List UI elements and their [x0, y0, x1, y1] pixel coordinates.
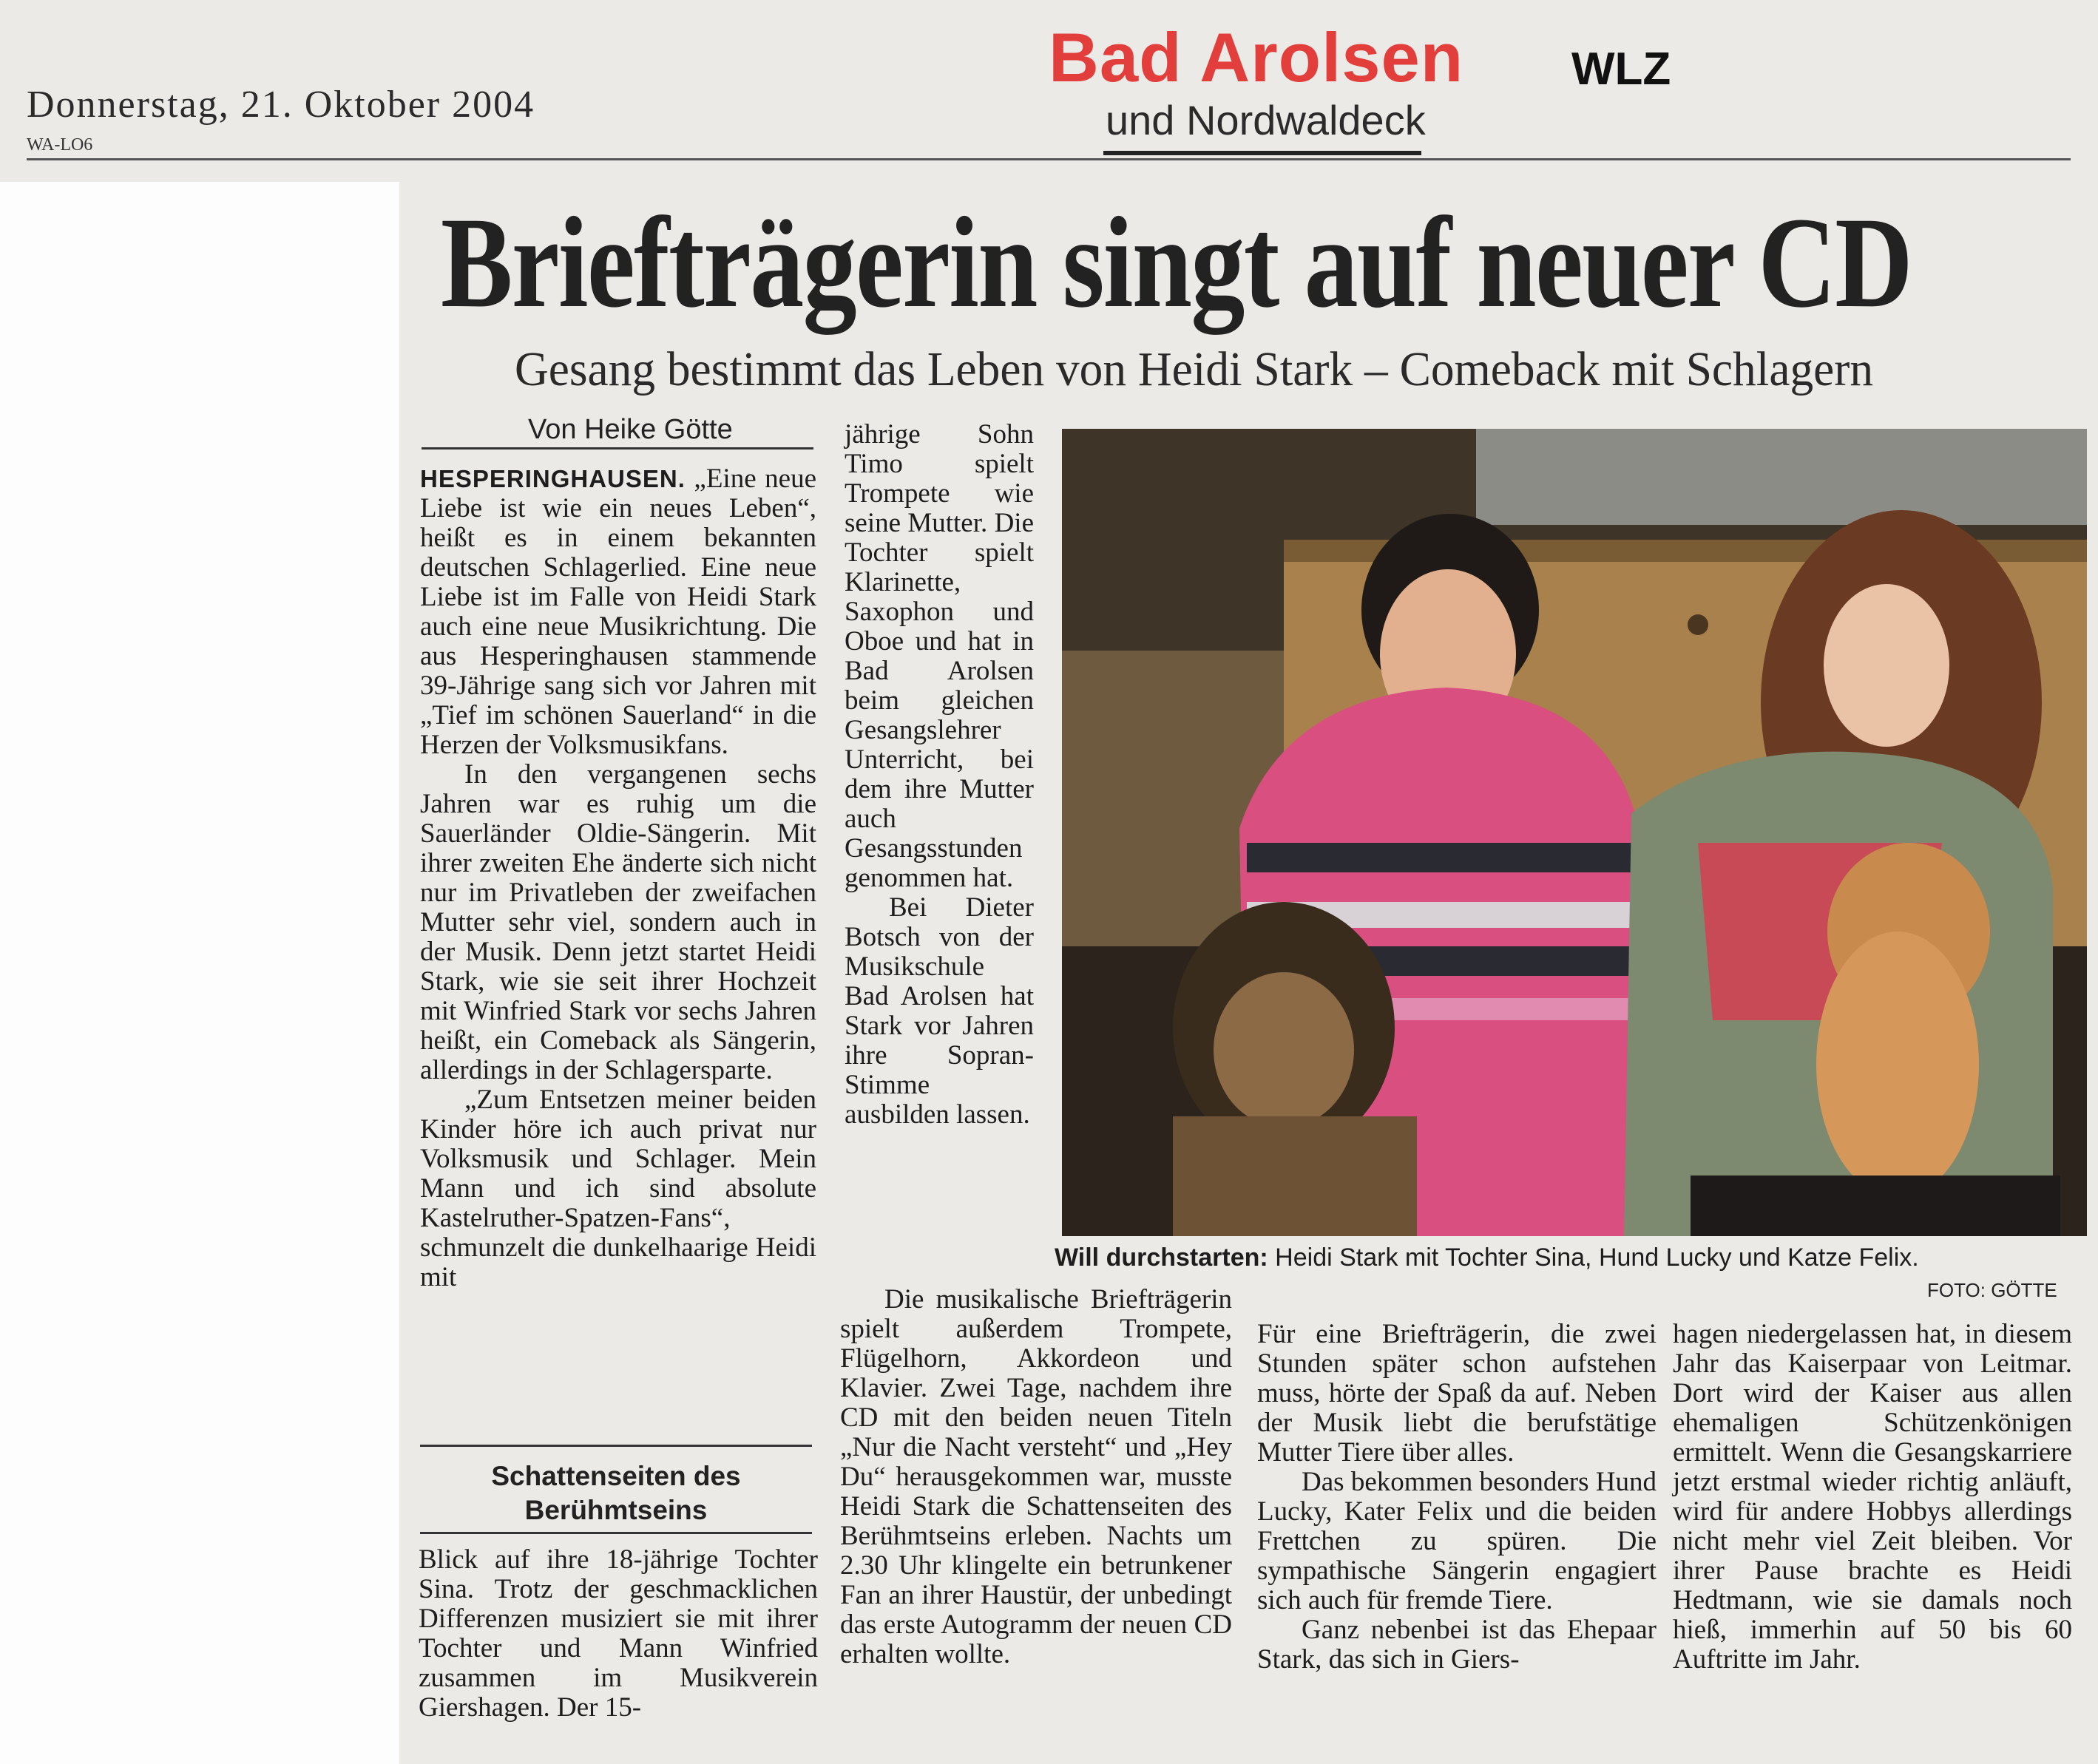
photo-illustration [1062, 429, 2087, 1236]
section-heading: Schattenseiten des Berühmtseins [491, 1461, 741, 1525]
byline: Von Heike Götte [528, 414, 733, 445]
section-subtitle-rule [1103, 151, 1421, 155]
paragraph: jährige Sohn Timo spielt Trompete wie seine Mutter. Die Tochter spielt Klarinette, Saxophon und Oboe und hat in Bad Arolsen beim gleichen Gesangslehrer Unterricht, bei dem ihre Mutter auch Gesangsstunden genommen hat. [845, 419, 1034, 893]
dateline: HESPERINGHAUSEN. [420, 465, 686, 492]
paragraph: In den vergangenen sechs Jahren war es ruhig um die Sauerländer Oldie-Sängerin. Mit ihrer zweiten Ehe änderte sich nicht nur im Privatleben der zweifachen Mutter sehr viel, sondern auch in der Musik. Denn jetzt startet Heidi Stark, wie sie seit ihrer Hochzeit mit Winfried Stark vor sechs Jahren heißt, ein Comeback als Sängerin, allerdings in der Schlagersparte. [420, 759, 816, 1085]
byline-rule [422, 447, 813, 450]
edition-code: WA-LO6 [27, 135, 93, 155]
paragraph [420, 464, 816, 760]
article-photo [1062, 429, 2087, 1236]
section-subtitle: und Nordwaldeck [1106, 97, 1426, 143]
section-rule-bottom [420, 1532, 812, 1534]
paragraph: hagen niedergelassen hat, in diesem Jahr das Kaiserpaar von Leitmar. Dort wird der Kaiser aus allen ehemaligen Schützenkönigen ermittelt. Wenn die Gesangskarriere jetzt erstmal wieder richtig anläuft, wird für andere Hobbys allerdings nicht mehr viel Zeit bleiben. Vor ihrer Pause brachte es Heidi Hedtmann, wie sie damals noch hieß, immerhin auf 50 bis 60 Auftritte im Jahr. [1673, 1319, 2072, 1675]
article-column-4 [1673, 1320, 2072, 1675]
headline: Briefträgerin singt auf neuer CD [441, 191, 1912, 335]
photo-credit: FOTO: GÖTTE [1927, 1279, 2057, 1301]
paper-name: WLZ [1571, 44, 1671, 95]
paragraph: Für eine Briefträgerin, die zwei Stunden später schon aufstehen muss, hörte der Spaß da auf. Neben der Musik liebt die berufstätige Mutter Tiere über alles. [1257, 1319, 1657, 1468]
subheadline: Gesang bestimmt das Leben von Heidi Stark – Comeback mit Schlagern [515, 342, 1874, 396]
article-column-1 [420, 464, 816, 1292]
section-title: Bad Arolsen [1049, 18, 1464, 96]
article-column-3 [1257, 1320, 1657, 1675]
article-column-2-continued [840, 1285, 1232, 1669]
issue-date: Donnerstag, 21. Oktober 2004 [27, 84, 535, 126]
paragraph: Die musikalische Briefträgerin spielt außerdem Trompete, Flügelhorn, Akkordeon und Klavier. Zwei Tage, nachdem ihre CD mit den beiden neuen Titeln „Nur die Nacht versteht“ und „Hey Du“ herausgekommen war, musste Heidi Stark die Schattenseiten des Berühmtseins erleben. Nachts um 2.30 Uhr klingelte ein betrunkener Fan an ihrer Haustür, der unbedingt das erste Autogramm der neuen CD erhalten wollte. [840, 1284, 1232, 1669]
article-column-1-continued [419, 1545, 818, 1723]
blank-margin [0, 182, 399, 1764]
caption-text: Heidi Stark mit Tochter Sina, Hund Lucky und Katze Felix. [1275, 1244, 1919, 1272]
section-rule-top [420, 1445, 812, 1447]
paragraph: Ganz nebenbei ist das Ehepaar Stark, das sich in Giers- [1257, 1615, 1657, 1675]
article-column-2 [845, 420, 1034, 1130]
paragraph: Bei Dieter Botsch von der Musikschule Bad Arolsen hat Stark vor Jahren ihre Sopran-Stimme ausbilden lassen. [845, 892, 1034, 1130]
paragraph: Blick auf ihre 18-jährige Tochter Sina. Trotz der geschmacklichen Differenzen musiziert sie mit ihrer Tochter und Mann Winfried zusammen im Musikverein Giershagen. Der 15- [419, 1544, 818, 1723]
paragraph: „Zum Entsetzen meiner beiden Kinder höre ich auch privat nur Volksmusik und Schlager. Mein Mann und ich sind absolute Kastelruther-Spatzen-Fans“, schmunzelt die dunkelhaarige Heidi mit [420, 1085, 816, 1292]
caption-lead: Will durchstarten: [1055, 1244, 1268, 1272]
paragraph: Das bekommen besonders Hund Lucky, Kater Felix und die beiden Frettchen zu spüren. Die sympathische Sängerin engagiert sich auch für fremde Tiere. [1257, 1467, 1657, 1615]
masthead-rule [27, 158, 2071, 160]
paragraph-text: „Eine neue Liebe ist wie ein neues Leben“, heißt es in einem bekannten deutschen Schlagerlied. Eine neue Liebe ist im Falle von Heidi Stark auch eine neue Musikrichtung. Die aus Hesperinghausen stammende 39-Jährige sang sich vor Jahren mit „Tief im schönen Sauerland“ in die Herzen der Volksmusikfans. [420, 464, 816, 760]
photo-caption [1055, 1244, 1919, 1272]
